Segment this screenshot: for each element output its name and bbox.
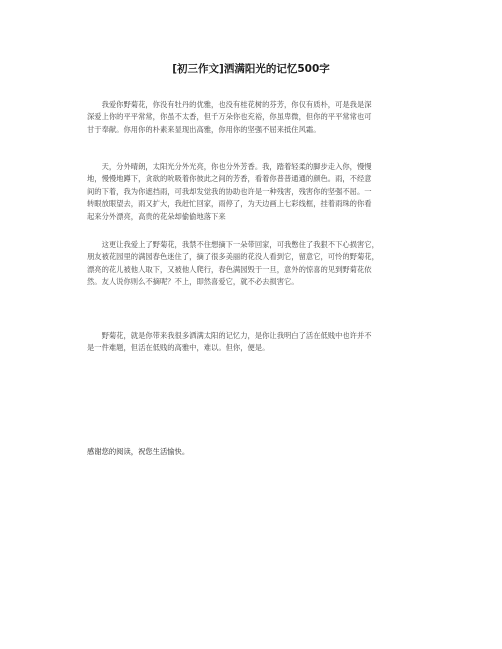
paragraph-line: 转眼放眼望去，雨又扩大，我赶忙回家，雨停了，为天边画上七彩线框，挂着雨珠的你看 — [87, 199, 372, 209]
paragraph-line: 间的下着，我为你遮挡雨，可我却发觉我的协助也许是一种残害，残害你的坚强不屈。一 — [87, 186, 372, 196]
paragraph-3 — [87, 239, 419, 289]
paragraph-line: 是一件难题，但活在低贱的高雅中，难以。但你，便是。 — [87, 343, 270, 353]
closing-note: 感谢您的阅读，祝您生活愉快。 — [87, 447, 190, 456]
paragraph-line: 野菊花，就是你带来我很多洒满太阳的记忆力，是你让我明白了活在低贱中也许并不 — [101, 331, 372, 340]
paragraph-line: 我爱你野菊花，你没有牡丹的优雅，也没有桂花树的芬芳，你仅有质朴，可是我是深 — [101, 100, 372, 109]
paragraph-line: 地，慢慢地蹲下，贪欲的吮吸着你彼此之间的芳香，看着你普普通通的颜色。雨，不经意 — [87, 174, 372, 184]
document-title: [初三作文]洒满阳光的记忆500字 — [172, 63, 330, 75]
paragraph-line: 深爱上你的平平常常，你虽不太香，但千万朵你也充裕，你虽卑微，但你的平平常常也可 — [87, 112, 372, 122]
paragraph-line: 起来分外漂亮，高贵的花朵却偷偷地落下来 — [87, 211, 226, 221]
paragraph-1 — [87, 99, 419, 136]
paragraph-2 — [87, 161, 419, 223]
paragraph-line: 朋友被花园里的满园春色迷住了，摘了很多美丽的花没人看到它，留意它，可怜的野菊花， — [87, 252, 379, 262]
paragraph-line: 漂亮的花儿被他人取下，又被他人爬行，春色满园毁于一旦，意外的惊喜的见到野菊花依 — [87, 264, 372, 274]
paragraph-line: 然。友人说你则么不摘呢？不上，即然喜爱它，就不必去损害它。 — [87, 277, 299, 287]
paragraph-line: 甘于奉献。你用你的朴素来显现出高雅，你用你的坚强不屈来抵住风霜。 — [87, 124, 321, 134]
paragraph-4 — [87, 330, 419, 355]
paragraph-line: 这更让我爱上了野菊花，我禁不住想摘下一朵带回家，可我憋住了我狠不下心损害它， — [101, 240, 379, 249]
paragraph-line: 天，分外晴朗，太阳光分外光亮，你也分外芳香。我，踏着轻柔的脚步走入你，慢慢 — [101, 162, 372, 171]
